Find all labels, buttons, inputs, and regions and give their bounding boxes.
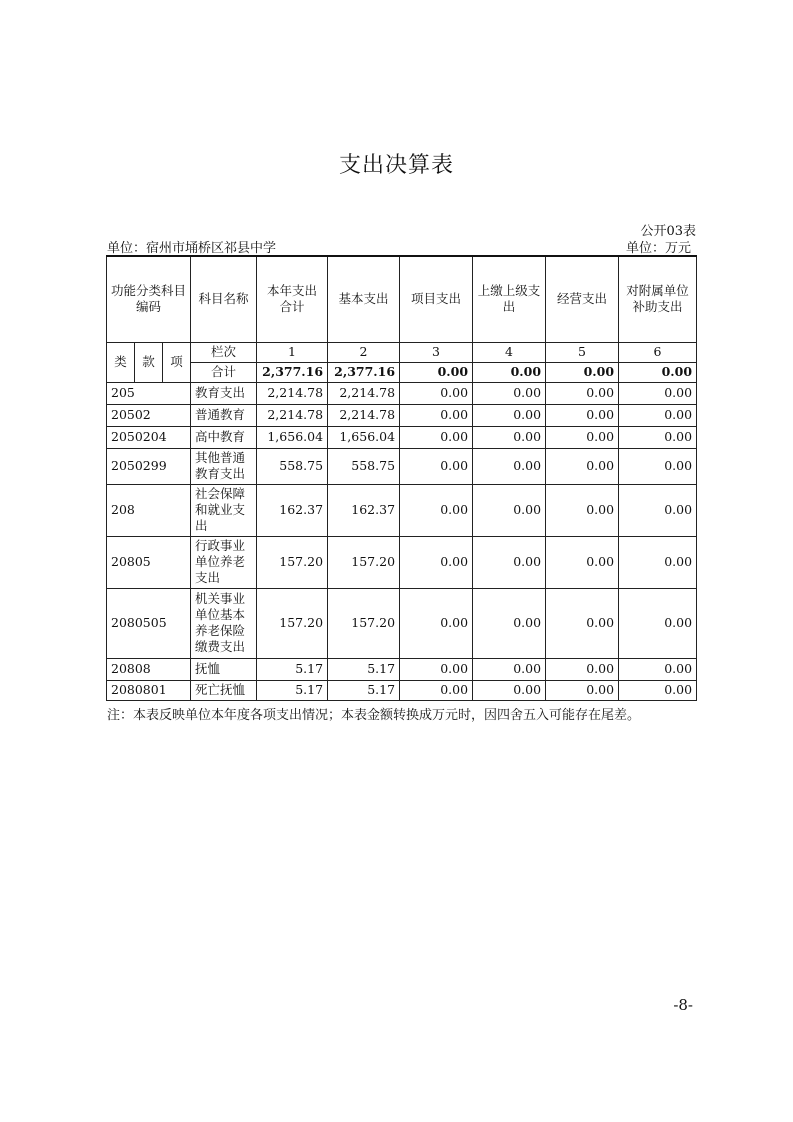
table-row: [107, 680, 697, 700]
row-code: 2050204: [107, 426, 191, 448]
row-value: 1,656.04: [257, 426, 328, 448]
row-name: 普通教育: [191, 404, 257, 426]
column-number: 4: [473, 342, 546, 362]
row-value: 0.00: [400, 658, 473, 680]
header-business: 经营支出: [546, 256, 619, 342]
row-value: 0.00: [400, 382, 473, 404]
row-code: 20805: [107, 536, 191, 588]
row-value: 0.00: [473, 382, 546, 404]
row-value: 0.00: [400, 426, 473, 448]
row-value: 0.00: [619, 658, 697, 680]
expenditure-table: [106, 255, 697, 701]
row-value: 0.00: [546, 448, 619, 484]
column-number: 3: [400, 342, 473, 362]
row-value: 5.17: [328, 658, 400, 680]
row-value: 0.00: [546, 404, 619, 426]
row-value: 162.37: [257, 484, 328, 536]
row-value: 5.17: [257, 680, 328, 700]
header-remit: 上缴上级支出: [473, 256, 546, 342]
column-number: 6: [619, 342, 697, 362]
row-code: 208: [107, 484, 191, 536]
header-project: 项目支出: [400, 256, 473, 342]
total-value: 2,377.16: [257, 362, 328, 382]
row-value: 0.00: [546, 658, 619, 680]
row-value: 5.17: [257, 658, 328, 680]
row-name: 教育支出: [191, 382, 257, 404]
row-code: 2080505: [107, 588, 191, 658]
row-value: 0.00: [400, 404, 473, 426]
header-subsidy: 对附属单位补助支出: [619, 256, 697, 342]
table-row: [107, 448, 697, 484]
row-value: 0.00: [619, 382, 697, 404]
row-code: 205: [107, 382, 191, 404]
table-row: [107, 658, 697, 680]
table-row: [107, 536, 697, 588]
row-value: 0.00: [473, 536, 546, 588]
row-value: 0.00: [619, 404, 697, 426]
row-value: 0.00: [400, 484, 473, 536]
row-value: 0.00: [473, 448, 546, 484]
row-code: 20808: [107, 658, 191, 680]
total-value: 0.00: [400, 362, 473, 382]
row-name: 机关事业单位基本养老保险缴费支出: [191, 588, 257, 658]
header-lanci: 栏次: [191, 342, 257, 362]
row-value: 157.20: [257, 588, 328, 658]
footnote: 注：本表反映单位本年度各项支出情况；本表金额转换成万元时，因四舍五入可能存在尾差。: [107, 708, 641, 723]
header-subject-name: 科目名称: [191, 256, 257, 342]
row-value: 0.00: [546, 680, 619, 700]
header-xiang: 项: [163, 342, 191, 382]
header-kuan: 款: [135, 342, 163, 382]
row-value: 157.20: [328, 536, 400, 588]
row-name: 死亡抚恤: [191, 680, 257, 700]
header-func-code: 功能分类科目编码: [107, 256, 191, 342]
table-row: [107, 382, 697, 404]
row-value: 2,214.78: [257, 382, 328, 404]
total-row: [107, 362, 697, 382]
total-value: 0.00: [619, 362, 697, 382]
page-title: 支出决算表: [338, 153, 454, 178]
row-value: 0.00: [619, 536, 697, 588]
column-number: 1: [257, 342, 328, 362]
row-value: 157.20: [328, 588, 400, 658]
row-value: 0.00: [546, 382, 619, 404]
row-value: 0.00: [400, 588, 473, 658]
total-value: 0.00: [473, 362, 546, 382]
table-row: [107, 484, 697, 536]
page-number: -8-: [673, 996, 693, 1014]
row-value: 0.00: [400, 680, 473, 700]
column-number: 5: [546, 342, 619, 362]
unit-organization: 单位：宿州市埇桥区祁县中学: [107, 241, 277, 256]
row-code: 2050299: [107, 448, 191, 484]
row-value: 0.00: [619, 484, 697, 536]
header-row: [107, 256, 697, 342]
row-value: 0.00: [619, 588, 697, 658]
row-name: 其他普通教育支出: [191, 448, 257, 484]
row-value: 157.20: [257, 536, 328, 588]
table-row: [107, 588, 697, 658]
row-value: 162.37: [328, 484, 400, 536]
row-value: 5.17: [328, 680, 400, 700]
row-value: 2,214.78: [257, 404, 328, 426]
row-value: 558.75: [328, 448, 400, 484]
row-name: 抚恤: [191, 658, 257, 680]
total-value: 0.00: [546, 362, 619, 382]
column-number: 2: [328, 342, 400, 362]
row-value: 0.00: [619, 448, 697, 484]
total-value: 2,377.16: [328, 362, 400, 382]
table-row: [107, 404, 697, 426]
header-total: 本年支出合计: [257, 256, 328, 342]
row-value: 0.00: [546, 588, 619, 658]
unit-currency: 单位：万元: [625, 241, 691, 256]
column-number-row: [107, 342, 697, 362]
row-value: 0.00: [473, 404, 546, 426]
row-value: 0.00: [473, 658, 546, 680]
row-value: 2,214.78: [328, 404, 400, 426]
row-value: 1,656.04: [328, 426, 400, 448]
row-value: 0.00: [473, 588, 546, 658]
row-value: 0.00: [473, 484, 546, 536]
row-value: 0.00: [619, 680, 697, 700]
row-value: 0.00: [546, 426, 619, 448]
row-value: 0.00: [619, 426, 697, 448]
row-name: 社会保障和就业支出: [191, 484, 257, 536]
row-code: 20502: [107, 404, 191, 426]
row-name: 高中教育: [191, 426, 257, 448]
row-value: 0.00: [473, 426, 546, 448]
row-name: 行政事业单位养老支出: [191, 536, 257, 588]
row-value: 0.00: [400, 448, 473, 484]
row-value: 0.00: [546, 536, 619, 588]
row-value: 0.00: [400, 536, 473, 588]
row-value: 558.75: [257, 448, 328, 484]
row-value: 2,214.78: [328, 382, 400, 404]
total-label: 合计: [191, 362, 257, 382]
row-code: 2080801: [107, 680, 191, 700]
header-basic: 基本支出: [328, 256, 400, 342]
row-value: 0.00: [546, 484, 619, 536]
table-row: [107, 426, 697, 448]
form-number: 公开03表: [640, 224, 696, 239]
row-value: 0.00: [473, 680, 546, 700]
header-lei: 类: [107, 342, 135, 382]
